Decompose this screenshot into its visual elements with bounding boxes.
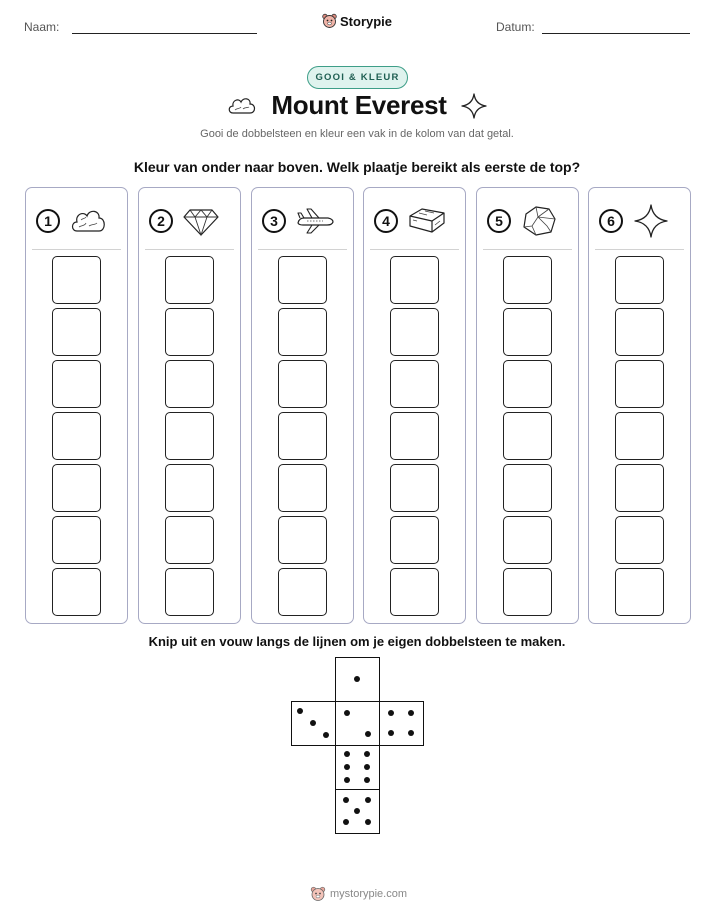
color-cell[interactable]: [52, 308, 101, 356]
color-cell[interactable]: [390, 360, 439, 408]
die-pip: [310, 720, 316, 726]
die-pip: [354, 808, 360, 814]
airplane-icon: [295, 204, 335, 238]
name-label: Naam:: [24, 20, 60, 34]
color-cell[interactable]: [52, 568, 101, 616]
color-cell[interactable]: [165, 308, 214, 356]
column-divider: [258, 249, 347, 250]
color-cell[interactable]: [390, 412, 439, 460]
color-cell[interactable]: [278, 412, 327, 460]
column-number: 3: [262, 209, 286, 233]
column-divider: [370, 249, 459, 250]
color-cell[interactable]: [503, 256, 552, 304]
color-cell[interactable]: [278, 308, 327, 356]
color-cell[interactable]: [278, 256, 327, 304]
color-cell[interactable]: [615, 412, 664, 460]
die-pip: [364, 751, 370, 757]
title-row: [0, 90, 714, 121]
die-face-3: [291, 701, 336, 746]
color-cell[interactable]: [390, 568, 439, 616]
date-label: Datum:: [496, 20, 535, 34]
die-pip: [365, 731, 371, 737]
color-cell[interactable]: [503, 516, 552, 564]
rock-icon: [520, 204, 558, 238]
color-cell[interactable]: [615, 568, 664, 616]
color-cell[interactable]: [52, 516, 101, 564]
column-5: [476, 187, 579, 624]
footer: [310, 886, 407, 902]
die-pip: [323, 732, 329, 738]
color-cell[interactable]: [615, 464, 664, 512]
brand-logo: [322, 13, 392, 29]
column-divider: [595, 249, 684, 250]
die-face-6: [335, 745, 380, 790]
die-pip: [365, 819, 371, 825]
die-pip: [297, 708, 303, 714]
ice-block-icon: [407, 204, 447, 238]
color-cell[interactable]: [52, 412, 101, 460]
column-divider: [483, 249, 572, 250]
color-cell[interactable]: [52, 360, 101, 408]
die-face-2: [335, 701, 380, 746]
color-cell[interactable]: [278, 464, 327, 512]
diamond-icon: [182, 204, 220, 238]
color-cell[interactable]: [165, 360, 214, 408]
color-cell[interactable]: [278, 360, 327, 408]
column-number: 4: [374, 209, 398, 233]
color-cell[interactable]: [503, 412, 552, 460]
column-number: 2: [149, 209, 173, 233]
column-2: [138, 187, 241, 624]
die-pip: [388, 710, 394, 716]
column-1: [25, 187, 128, 624]
instruction: Kleur van onder naar boven. Welk plaatje bereikt als eerste de top?: [133, 159, 581, 175]
color-cell[interactable]: [278, 516, 327, 564]
column-divider: [32, 249, 121, 250]
sparkle-icon: [461, 93, 487, 119]
die-pip: [364, 777, 370, 783]
color-cell[interactable]: [165, 256, 214, 304]
die-pip: [344, 764, 350, 770]
color-cell[interactable]: [390, 516, 439, 564]
brand-name: Storypie: [340, 13, 393, 29]
bear-logo-icon: [322, 13, 337, 29]
cut-instruction: Knip uit en vouw langs de lijnen om je eigen dobbelsteen te maken.: [148, 634, 566, 649]
bear-logo-icon: [310, 886, 326, 902]
column-3: [251, 187, 354, 624]
sparkle-icon: [632, 204, 670, 238]
column-number: 6: [599, 209, 623, 233]
color-cell[interactable]: [615, 516, 664, 564]
color-cell[interactable]: [165, 412, 214, 460]
die-pip: [388, 730, 394, 736]
color-cell[interactable]: [503, 308, 552, 356]
die-pip: [364, 764, 370, 770]
color-cell[interactable]: [278, 568, 327, 616]
column-divider: [145, 249, 234, 250]
column-number: 5: [487, 209, 511, 233]
die-pip: [344, 751, 350, 757]
color-cell[interactable]: [52, 256, 101, 304]
color-cell[interactable]: [390, 464, 439, 512]
die-pip: [343, 819, 349, 825]
color-cell[interactable]: [615, 256, 664, 304]
category-badge: GOOI & KLEUR: [307, 66, 408, 89]
subtitle: Gooi de dobbelsteen en kleur een vak in de kolom van dat getal.: [200, 128, 514, 140]
color-cell[interactable]: [52, 464, 101, 512]
column-number: 1: [36, 209, 60, 233]
color-cell[interactable]: [165, 516, 214, 564]
cloud-icon: [227, 94, 257, 118]
color-cell[interactable]: [390, 308, 439, 356]
color-cell[interactable]: [165, 464, 214, 512]
die-pip: [343, 797, 349, 803]
cloud-icon: [69, 204, 107, 238]
color-cell[interactable]: [503, 464, 552, 512]
die-pip: [408, 710, 414, 716]
color-cell[interactable]: [615, 308, 664, 356]
page-title: Mount Everest: [271, 90, 447, 120]
color-cell[interactable]: [503, 568, 552, 616]
footer-url: mystorypie.com: [330, 888, 408, 900]
die-face-4: [379, 701, 424, 746]
color-cell[interactable]: [503, 360, 552, 408]
die-face-5: [335, 789, 380, 834]
column-4: [363, 187, 466, 624]
die-pip: [344, 710, 350, 716]
color-cell[interactable]: [390, 256, 439, 304]
die-pip: [408, 730, 414, 736]
date-line: [542, 33, 690, 34]
color-cell[interactable]: [165, 568, 214, 616]
die-pip: [365, 797, 371, 803]
die-face-1: [335, 657, 380, 702]
die-pip: [354, 676, 360, 682]
column-6: [588, 187, 691, 624]
name-line: [72, 33, 257, 34]
color-cell[interactable]: [615, 360, 664, 408]
die-pip: [344, 777, 350, 783]
